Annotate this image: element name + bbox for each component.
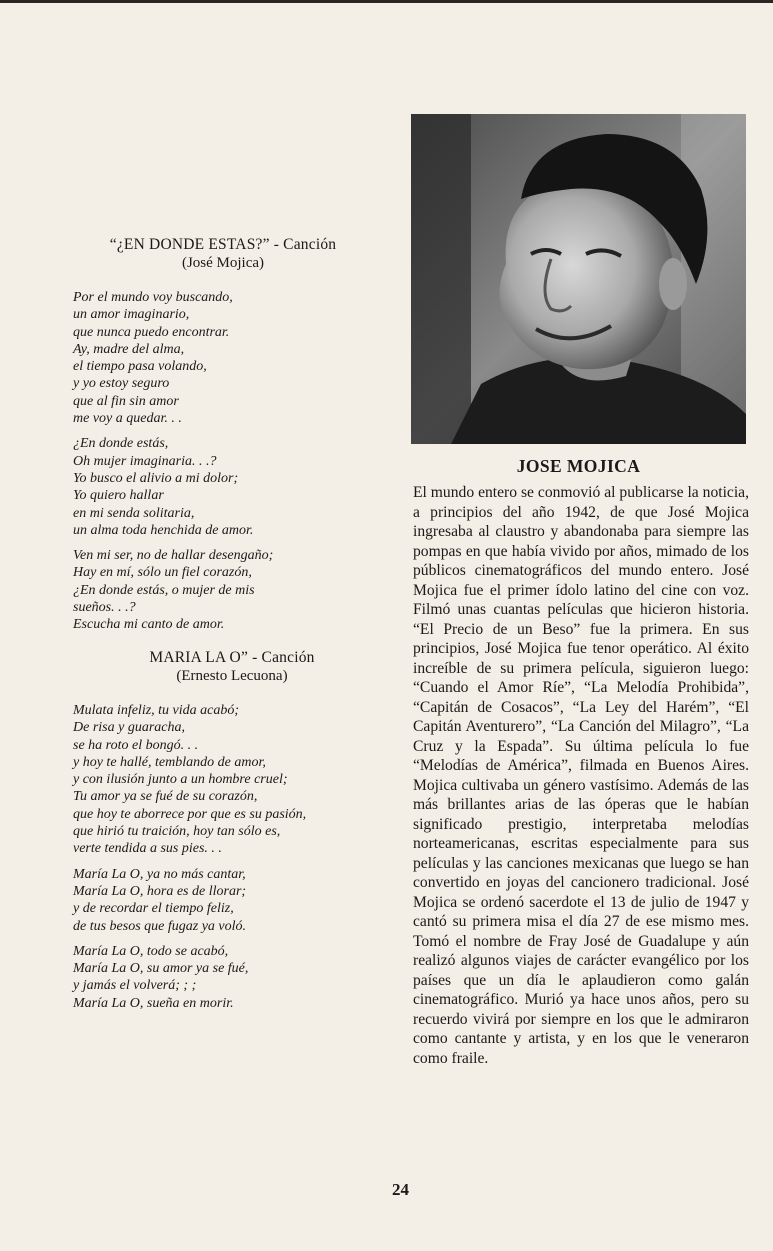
lyric-line: un alma toda henchida de amor. — [73, 522, 254, 538]
stanza — [73, 702, 391, 858]
lyric-line: María La O, su amor ya se fué, — [73, 961, 249, 977]
lyric-line: verte tendida a sus pies. . . — [73, 841, 222, 857]
stanza — [73, 547, 373, 633]
lyric-line: María La O, hora es de llorar; — [73, 883, 247, 899]
song-maria-la-o — [73, 648, 391, 1020]
stanza — [73, 866, 391, 935]
lyric-line: se ha roto el bongó. . . — [73, 737, 199, 753]
lyric-line: Oh mujer imaginaria. . .? — [73, 453, 217, 469]
lyric-line: Tu amor ya se fué de su corazón, — [73, 789, 258, 805]
lyric-line: en mi senda solitaria, — [73, 505, 195, 521]
lyric-line: y de recordar el tiempo feliz, — [73, 901, 234, 917]
lyric-line: Mulata infeliz, tu vida acabó; — [73, 703, 240, 718]
lyric-line: y jamás el volverá; ; ; — [73, 978, 197, 994]
lyric-line: y con ilusión junto a un hombre cruel; — [73, 772, 288, 788]
stanza — [73, 289, 373, 427]
lyric-line: María La O, ya no más cantar, — [73, 866, 246, 882]
page-top-edge — [0, 0, 773, 3]
lyric-line: Yo quiero hallar — [73, 488, 164, 504]
lyric-line: Yo busco el alivio a mi dolor; — [73, 470, 239, 486]
lyric-line: y hoy te hallé, temblando de amor, — [73, 754, 266, 770]
lyric-line: el tiempo pasa volando, — [73, 359, 207, 375]
song-author: (Ernesto Lecuona) — [176, 668, 288, 684]
lyric-line: que hoy te aborrece por que es su pasión, — [73, 806, 307, 822]
lyric-line: que hirió tu traición, hoy tan sólo es, — [73, 824, 281, 840]
lyric-line: María La O, todo se acabó, — [73, 943, 229, 959]
lyric-line: María La O, sueña en morir. — [73, 995, 234, 1011]
lyric-line: Hay en mí, sólo un fiel corazón, — [73, 565, 252, 581]
song-author: (José Mojica) — [181, 255, 265, 271]
lyric-line: Escucha mi canto de amor. — [73, 617, 225, 633]
lyric-line: un amor imaginario, — [73, 307, 190, 323]
lyric-line: ¿En donde estás, — [73, 436, 169, 452]
lyric-line: De risa y guaracha, — [73, 720, 185, 736]
stanza — [73, 943, 391, 1012]
bio-text: El mundo entero se conmovió al publicarse la noticia, a principios del año 1942, de que José Mojica ingresaba al claustro y abandonaba para siempre las pompas en que había vivido por años, mimado de los públicos cinematográficos del mundo entero. José Mojica fue el primer ídolo latino del cine con voz. Filmó unas cuantas películas que hicieron historia. “El Precio de un Beso” fue la primera. En sus principios, José Mojica fue tenor operático. Al éxito increíble de su primera película, siguieron luego: “Cuando el Amor Ríe”, “La Melodía Prohibida”, “Capitán de Cosacos”, “La Ley del Harém”, “El Capitán Aventurero”, “La Canción del Milagro”, “La Cruz y la Espada”. Su última película lo fue “Melodías de América”, filmada en Buenos Aires. Mojica cultivaba un género vastísimo. Además de las más brillantes arias de las óperas que le habían significado prestigio, interpretaba melodías norteamericanas, escritas especialmente para sus películas y las canciones mexicanas que luego se han convertido en joyas del cancionero tradicional. José Mojica se ordenó sacerdote el 13 de julio de 1947 y cantó su primera misa el día 27 de ese mismo mes. Tomó el nombre de Fray José de Guadalupe y aún realizó algunos viajes de carácter evangélico por los países que un día le aplaudieron como galán cinematográfico. Murió ya hace unos años, pero su recuerdo vivirá por siempre en los que le admiraron como cantante y artista, y en los que le veneraron como fraile. — [413, 484, 749, 1067]
lyric-line: que nunca puedo encontrar. — [73, 324, 230, 340]
lyric-line: y yo estoy seguro — [73, 376, 170, 392]
lyric-line: Ven mi ser, no de hallar desengaño; — [73, 548, 274, 564]
song-en-donde-estas — [73, 235, 373, 642]
page-number: 24 — [392, 1180, 409, 1199]
bio-title: JOSE MOJICA — [516, 456, 641, 476]
stanza — [73, 435, 373, 539]
lyric-line: de tus besos que fugaz ya voló. — [73, 918, 247, 934]
lyric-line: Ay, madre del alma, — [73, 341, 185, 357]
lyric-line: ¿En donde estás, o mujer de mis — [73, 582, 255, 598]
lyric-line: que al fin sin amor — [73, 393, 179, 409]
song-title: “¿EN DONDE ESTAS?” - Canción — [109, 236, 337, 253]
lyric-line: me voy a quedar. . . — [73, 411, 182, 427]
portrait-photo — [411, 114, 746, 444]
lyric-line: Por el mundo voy buscando, — [73, 290, 233, 305]
song-title: MARIA LA O” - Canción — [149, 649, 315, 666]
lyric-line: sueños. . .? — [73, 600, 136, 616]
portrait-image — [411, 114, 746, 444]
